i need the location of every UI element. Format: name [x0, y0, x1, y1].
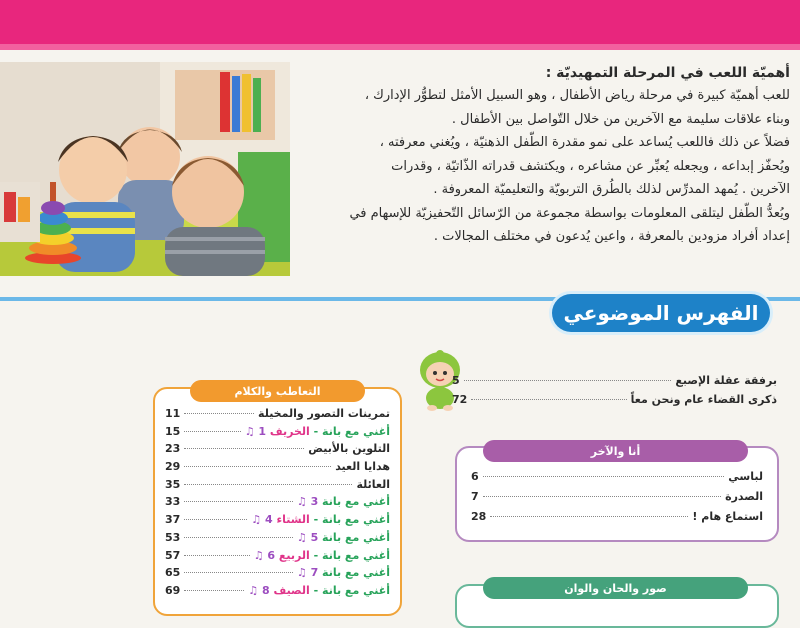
entry-title	[297, 531, 390, 544]
leader-dots	[184, 572, 293, 573]
music-note-icon: 7 ♫	[296, 566, 319, 580]
intro-line: الآخرين . يُمهد المدرِّس لذلك بالطُرق التربويّة والتعليميّة المعروفة .	[433, 182, 790, 197]
leader-dots	[184, 466, 331, 467]
entry-title	[297, 495, 390, 508]
music-note-icon: 6 ♫	[253, 548, 276, 562]
intro-heading: أهميّة اللعب في المرحلة التمهيديّة :	[545, 65, 790, 81]
entry-page: 69	[165, 583, 181, 597]
index-entry[interactable]	[165, 495, 390, 513]
children-playing-photo	[0, 62, 290, 276]
intro-section	[300, 62, 790, 249]
song-number: 5	[310, 530, 319, 544]
entry-title	[335, 460, 390, 473]
intro-line: ويُحفّز إبداعه ، ويجعله يُعبِّر عن مشاعره ، ويكتشف قدراته الذّاتيّة ، وقدرات	[391, 158, 790, 174]
entry-title-text: الشتاء	[276, 513, 310, 527]
speech-index-box	[153, 387, 402, 616]
music-note-icon: 5 ♫	[296, 530, 319, 544]
index-entry[interactable]	[165, 442, 390, 460]
entry-page: 15	[165, 424, 181, 438]
entry-prefix: أغني مع بانة -	[309, 583, 390, 597]
entry-page: 65	[165, 566, 181, 580]
intro-line: للعب أهميّة كبيرة في مرحلة رياض الأطفال ، وهو السبيل الأمثل لتطوُّر الإدارك ،	[364, 88, 790, 103]
entry-title: لباسي	[728, 470, 763, 483]
index-title: الفهرس الموضوعي	[552, 294, 770, 332]
entry-title-text: هدايا العيد	[335, 460, 390, 474]
leader-dots	[184, 413, 254, 414]
index-entry[interactable]	[165, 566, 390, 584]
leader-dots	[184, 448, 304, 449]
entry-title: استماع هام !	[692, 510, 763, 523]
music-note-icon: 4 ♫	[251, 513, 273, 527]
index-entry[interactable]	[165, 584, 390, 602]
entry-page: 23	[165, 442, 181, 456]
entry-title-text: الربيع	[278, 548, 310, 562]
leader-dots	[471, 399, 626, 400]
song-number: 8	[261, 583, 270, 597]
intro-line: إعداد أفراد مزودين بالمعرفة ، واعين يُدعون في مختلف المجالات .	[433, 229, 790, 244]
song-number: 4	[264, 513, 273, 527]
entry-title: ذكرى القضاء عام ونحن معاً	[630, 393, 777, 406]
song-number: 6	[267, 548, 276, 562]
leader-dots	[184, 431, 240, 432]
index-entry[interactable]	[165, 513, 390, 531]
entry-prefix: أغني مع بانة	[318, 566, 390, 580]
entry-title-text: تمرينات التصور والمخيلة	[258, 407, 390, 420]
entry-prefix: أغني مع بانة -	[309, 513, 390, 527]
index-entry[interactable]	[165, 549, 390, 567]
images-songs-colors-title: صور والحان والوان	[483, 577, 748, 599]
leader-dots	[483, 476, 725, 477]
index-entry[interactable]	[165, 531, 390, 549]
entry-page: 57	[165, 548, 181, 562]
music-note-icon: 8 ♫	[248, 583, 270, 597]
song-number: 1	[258, 424, 267, 438]
entry-prefix: أغني مع بانة	[318, 495, 390, 509]
entry-prefix: أغني مع بانة -	[309, 548, 390, 562]
index-entry[interactable]	[452, 393, 777, 412]
entry-page: 11	[165, 407, 181, 420]
entry-title	[254, 549, 390, 562]
entry-page: 72	[452, 393, 468, 406]
music-note-icon: 1 ♫	[244, 424, 267, 438]
song-number: 7	[310, 566, 319, 580]
index-entry[interactable]	[471, 470, 763, 490]
entry-page: 6	[471, 470, 479, 483]
entry-page: 28	[471, 510, 487, 523]
entry-page: 7	[471, 490, 479, 503]
intro-line: فضلاً عن ذلك فاللعب يُساعد على نمو مقدرة الطّفل الذهنيّة ، ويُغني معرفته ،	[379, 135, 790, 150]
entry-title-text: التلوين بالأبيض	[308, 442, 390, 456]
index-entry[interactable]	[165, 407, 390, 425]
entry-title	[245, 425, 390, 438]
entry-page: 33	[165, 495, 181, 509]
index-entry[interactable]	[165, 425, 390, 443]
entry-title-text: الخريف	[269, 424, 310, 438]
entry-page: 5	[452, 374, 460, 387]
leader-dots	[184, 537, 293, 538]
index-entry[interactable]	[165, 478, 390, 496]
leader-dots	[184, 501, 293, 502]
me-and-others-rows	[471, 470, 763, 530]
intro-line: ويُعدُّ الطّفل ليتلقى المعلومات بواسطة مجموعة من الرّسائل التّحفيزيّة للإسهام في	[349, 205, 790, 221]
entry-page: 53	[165, 530, 181, 544]
speech-index-rows	[165, 407, 390, 602]
leader-dots	[184, 590, 244, 591]
entry-title: برفقة عقلة الإصبع	[675, 374, 777, 387]
top-band-edge	[0, 44, 800, 50]
entry-title	[251, 513, 390, 526]
entry-title: الصدرة	[725, 490, 763, 503]
leader-dots	[490, 516, 688, 517]
entry-title-text: العائلة	[356, 477, 390, 491]
intro-line: وبناء علاقات سليمة مع الآخرين من خلال التّواصل بين الأطفال .	[451, 111, 790, 127]
index-entry[interactable]	[452, 374, 777, 393]
leader-dots	[483, 496, 721, 497]
song-number: 3	[310, 495, 319, 509]
top-color-band	[0, 0, 800, 50]
index-entry[interactable]	[471, 490, 763, 510]
index-entry[interactable]	[471, 510, 763, 530]
index-entry[interactable]	[165, 460, 390, 478]
entry-title	[248, 584, 390, 597]
entry-title	[258, 407, 390, 420]
entry-title	[356, 478, 390, 491]
leader-dots	[464, 380, 672, 381]
me-and-others-title: أنا والآخر	[483, 440, 748, 462]
entry-title	[308, 442, 390, 455]
speech-index-title: التعاطب والكلام	[190, 380, 365, 402]
leader-dots	[184, 519, 247, 520]
music-note-icon: 3 ♫	[296, 495, 319, 509]
entry-title	[297, 566, 390, 579]
index-top-entries	[452, 374, 777, 412]
entry-page: 29	[165, 460, 181, 474]
entry-prefix: أغني مع بانة	[318, 530, 390, 544]
entry-page: 35	[165, 477, 181, 491]
leader-dots	[184, 484, 352, 485]
entry-prefix: أغني مع بانة -	[309, 424, 390, 438]
leader-dots	[184, 555, 249, 556]
entry-title-text: الصيف	[273, 583, 310, 597]
entry-page: 37	[165, 513, 181, 527]
